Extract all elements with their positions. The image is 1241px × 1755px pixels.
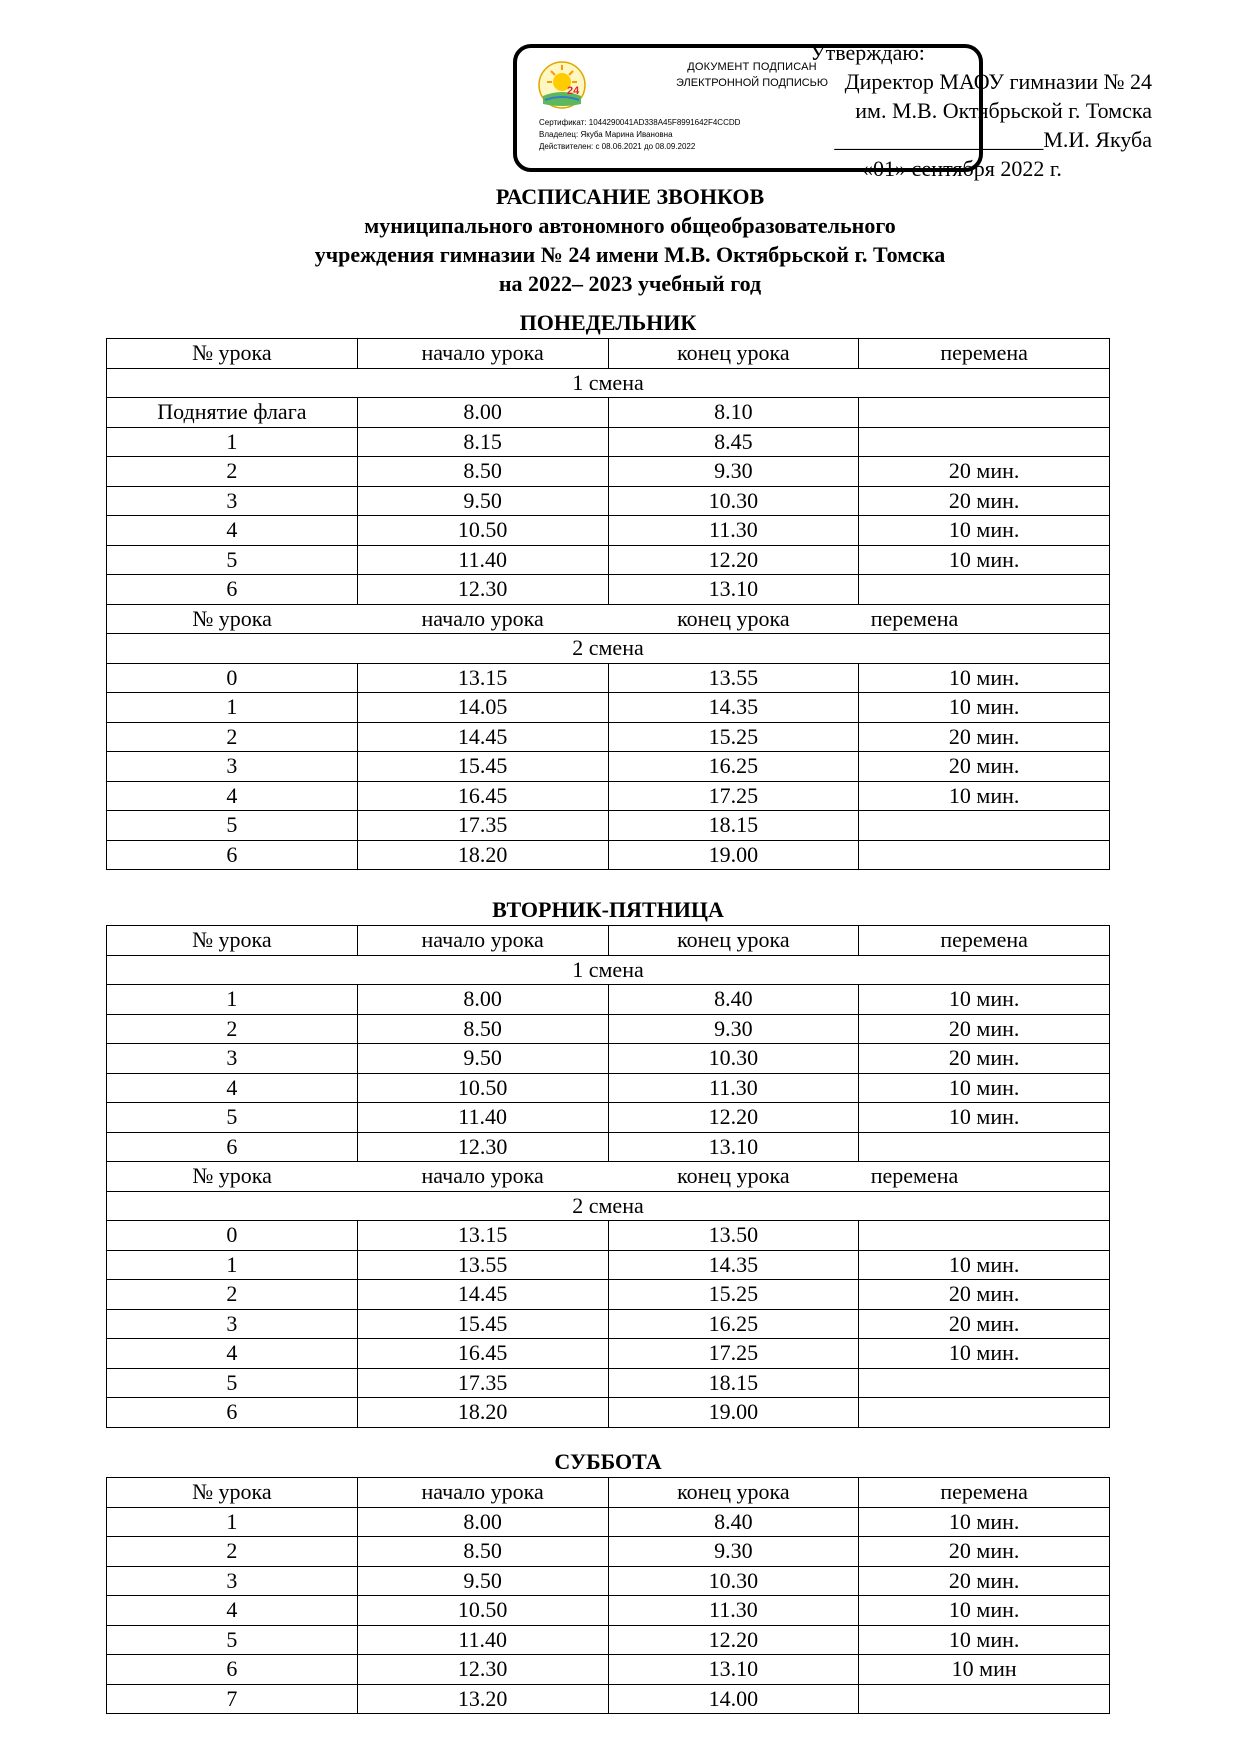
table-cell: 20 мин. bbox=[859, 1309, 1110, 1339]
table-cell: 16.45 bbox=[357, 1339, 608, 1369]
table-row bbox=[107, 575, 1110, 605]
table-cell: перемена bbox=[859, 339, 1110, 369]
table-cell: 3 bbox=[107, 1044, 358, 1074]
table-cell: 20 мин. bbox=[859, 1566, 1110, 1596]
table-cell: 20 мин. bbox=[859, 1537, 1110, 1567]
table-cell: 10 мин. bbox=[859, 985, 1110, 1015]
stamp-validity: Действителен: с 08.06.2021 до 08.09.2022 bbox=[539, 142, 696, 151]
table-cell: 10.30 bbox=[608, 486, 859, 516]
table-cell: 11.40 bbox=[357, 1625, 608, 1655]
table-cell: перемена bbox=[859, 926, 1110, 956]
table-cell: 10 мин. bbox=[859, 1339, 1110, 1369]
table-row bbox=[107, 1309, 1110, 1339]
logo-number: 24 bbox=[567, 85, 580, 97]
table-cell: 9.30 bbox=[608, 1014, 859, 1044]
table-cell: № урока bbox=[107, 1162, 358, 1192]
table-header-row bbox=[107, 339, 1110, 369]
table-cell: 19.00 bbox=[608, 1398, 859, 1428]
table-cell bbox=[859, 1398, 1110, 1428]
schedule-table-tue-fri bbox=[106, 925, 1110, 1428]
table-row bbox=[107, 1339, 1110, 1369]
heading-line: на 2022– 2023 учебный год bbox=[498, 271, 762, 296]
shift-label-row bbox=[107, 368, 1110, 398]
table-row bbox=[107, 693, 1110, 723]
table-cell: № урока bbox=[107, 1478, 358, 1508]
table-cell bbox=[859, 1368, 1110, 1398]
table-cell: 13.15 bbox=[357, 663, 608, 693]
table-cell: 4 bbox=[107, 1596, 358, 1626]
table-cell: 0 bbox=[107, 663, 358, 693]
table-cell: 13.50 bbox=[608, 1221, 859, 1251]
table-cell: перемена bbox=[859, 1162, 1110, 1192]
table-row bbox=[107, 1132, 1110, 1162]
table-row bbox=[107, 752, 1110, 782]
table-cell: 10 мин. bbox=[859, 1596, 1110, 1626]
table-cell: 14.05 bbox=[357, 693, 608, 723]
table-row bbox=[107, 1368, 1110, 1398]
heading-line: учреждения гимназии № 24 имени М.В. Октябрьской г. Томска bbox=[314, 242, 946, 267]
table-cell: 18.15 bbox=[608, 1368, 859, 1398]
table-cell: 10 мин. bbox=[859, 781, 1110, 811]
table-cell: 8.00 bbox=[357, 1507, 608, 1537]
table-cell: 5 bbox=[107, 1625, 358, 1655]
table-cell: 14.45 bbox=[357, 1280, 608, 1310]
table-row bbox=[107, 1655, 1110, 1685]
table-cell: 13.10 bbox=[608, 1655, 859, 1685]
table-cell: 15.25 bbox=[608, 1280, 859, 1310]
table-cell: 10 мин. bbox=[859, 1250, 1110, 1280]
table-row bbox=[107, 1103, 1110, 1133]
table-cell: 2 bbox=[107, 1537, 358, 1567]
table-cell: 1 bbox=[107, 1250, 358, 1280]
table-cell: 6 bbox=[107, 575, 358, 605]
table-cell: 17.35 bbox=[357, 811, 608, 841]
table-header-row bbox=[107, 926, 1110, 956]
table-cell: 4 bbox=[107, 1073, 358, 1103]
table-cell: 5 bbox=[107, 1368, 358, 1398]
document-heading bbox=[130, 182, 1130, 298]
approval-date: «01» сентября 2022 г. bbox=[862, 156, 1062, 181]
table-cell: 5 bbox=[107, 1103, 358, 1133]
table-cell: 14.45 bbox=[357, 722, 608, 752]
table-cell: 12.30 bbox=[357, 575, 608, 605]
table-cell bbox=[859, 427, 1110, 457]
table-header-row bbox=[107, 1162, 1110, 1192]
table-cell: 14.35 bbox=[608, 1250, 859, 1280]
table-cell: 14.00 bbox=[608, 1684, 859, 1714]
table-row bbox=[107, 1014, 1110, 1044]
stamp-title: ДОКУМЕНТ ПОДПИСАН bbox=[687, 61, 817, 73]
table-row bbox=[107, 486, 1110, 516]
table-cell: 2 bbox=[107, 457, 358, 487]
table-row bbox=[107, 663, 1110, 693]
table-cell: 15.45 bbox=[357, 1309, 608, 1339]
table-cell: конец урока bbox=[608, 1162, 859, 1192]
table-cell bbox=[859, 575, 1110, 605]
table-row bbox=[107, 1398, 1110, 1428]
table-cell: 12.20 bbox=[608, 1103, 859, 1133]
table-cell: 10 мин bbox=[859, 1655, 1110, 1685]
table-row bbox=[107, 516, 1110, 546]
section-title-saturday: СУББОТА bbox=[554, 1449, 662, 1474]
table-cell: 1 смена bbox=[107, 368, 1110, 398]
table-cell: 16.25 bbox=[608, 1309, 859, 1339]
table-cell: 8.50 bbox=[357, 1014, 608, 1044]
table-cell: 11.40 bbox=[357, 545, 608, 575]
table-cell: 3 bbox=[107, 1309, 358, 1339]
shift-label-row bbox=[107, 955, 1110, 985]
table-cell: 10 мин. bbox=[859, 1103, 1110, 1133]
table-cell: 4 bbox=[107, 1339, 358, 1369]
table-cell: 10 мин. bbox=[859, 1507, 1110, 1537]
table-cell: 5 bbox=[107, 811, 358, 841]
table-cell: 10 мин. bbox=[859, 516, 1110, 546]
shift-label-row bbox=[107, 634, 1110, 664]
table-cell: 1 bbox=[107, 693, 358, 723]
table-cell: 18.20 bbox=[357, 840, 608, 870]
table-row bbox=[107, 1507, 1110, 1537]
approval-line: Директор МАОУ гимназии № 24 bbox=[844, 69, 1152, 94]
table-cell: 8.00 bbox=[357, 398, 608, 428]
table-cell: 12.30 bbox=[357, 1655, 608, 1685]
table-row bbox=[107, 781, 1110, 811]
table-cell: 10 мин. bbox=[859, 1625, 1110, 1655]
table-cell: 11.30 bbox=[608, 1596, 859, 1626]
table-cell: 6 bbox=[107, 1398, 358, 1428]
table-cell: 15.45 bbox=[357, 752, 608, 782]
table-row bbox=[107, 1684, 1110, 1714]
table-cell: 11.30 bbox=[608, 1073, 859, 1103]
table-cell: конец урока bbox=[608, 339, 859, 369]
schedule-table-saturday bbox=[106, 1477, 1110, 1714]
table-cell: 10 мин. bbox=[859, 693, 1110, 723]
table-cell: 10.30 bbox=[608, 1044, 859, 1074]
table-cell: 6 bbox=[107, 840, 358, 870]
table-cell: 9.50 bbox=[357, 486, 608, 516]
table-cell: Поднятие флага bbox=[107, 398, 358, 428]
table-row bbox=[107, 427, 1110, 457]
table-header-row bbox=[107, 604, 1110, 634]
table-cell: перемена bbox=[859, 604, 1110, 634]
table-cell: 13.55 bbox=[608, 663, 859, 693]
table-cell: 10 мин. bbox=[859, 545, 1110, 575]
table-cell: 13.10 bbox=[608, 575, 859, 605]
e-signature-stamp bbox=[513, 44, 983, 172]
table-row bbox=[107, 1537, 1110, 1567]
table-cell: 8.45 bbox=[608, 427, 859, 457]
table-cell: конец урока bbox=[608, 604, 859, 634]
table-cell: 0 bbox=[107, 1221, 358, 1251]
table-cell: 7 bbox=[107, 1684, 358, 1714]
table-cell: 8.40 bbox=[608, 1507, 859, 1537]
table-row bbox=[107, 1625, 1110, 1655]
table-row bbox=[107, 840, 1110, 870]
table-cell: 18.15 bbox=[608, 811, 859, 841]
table-cell: 11.40 bbox=[357, 1103, 608, 1133]
table-cell: 10.50 bbox=[357, 1596, 608, 1626]
table-cell: 13.15 bbox=[357, 1221, 608, 1251]
table-cell: 12.20 bbox=[608, 545, 859, 575]
table-cell: 13.20 bbox=[357, 1684, 608, 1714]
table-cell bbox=[859, 840, 1110, 870]
table-cell: начало урока bbox=[357, 339, 608, 369]
table-cell: 13.10 bbox=[608, 1132, 859, 1162]
table-cell: начало урока bbox=[357, 926, 608, 956]
table-cell: 2 смена bbox=[107, 1191, 1110, 1221]
table-cell: 1 bbox=[107, 985, 358, 1015]
table-row bbox=[107, 1221, 1110, 1251]
table-cell: 15.25 bbox=[608, 722, 859, 752]
table-cell: 17.25 bbox=[608, 1339, 859, 1369]
table-cell: 3 bbox=[107, 486, 358, 516]
table-cell: 20 мин. bbox=[859, 486, 1110, 516]
table-cell: 8.15 bbox=[357, 427, 608, 457]
heading-line: муниципального автономного общеобразовательного bbox=[364, 213, 896, 238]
table-cell: начало урока bbox=[357, 1478, 608, 1508]
table-cell: 4 bbox=[107, 516, 358, 546]
shift-label-row bbox=[107, 1191, 1110, 1221]
table-row bbox=[107, 1044, 1110, 1074]
table-cell: 20 мин. bbox=[859, 1014, 1110, 1044]
table-cell: 9.30 bbox=[608, 1537, 859, 1567]
table-row bbox=[107, 1280, 1110, 1310]
table-cell: 1 смена bbox=[107, 955, 1110, 985]
table-cell: 13.55 bbox=[357, 1250, 608, 1280]
table-cell bbox=[859, 1221, 1110, 1251]
table-row bbox=[107, 722, 1110, 752]
table-cell: 10.30 bbox=[608, 1566, 859, 1596]
table-cell: № урока bbox=[107, 339, 358, 369]
table-cell: 8.00 bbox=[357, 985, 608, 1015]
table-cell: 20 мин. bbox=[859, 457, 1110, 487]
table-cell: 3 bbox=[107, 1566, 358, 1596]
table-header-row bbox=[107, 1478, 1110, 1508]
table-cell: 20 мин. bbox=[859, 752, 1110, 782]
table-row bbox=[107, 811, 1110, 841]
table-cell bbox=[859, 398, 1110, 428]
section-title-tue-fri: ВТОРНИК-ПЯТНИЦА bbox=[492, 897, 724, 922]
table-cell: 6 bbox=[107, 1655, 358, 1685]
table-row bbox=[107, 398, 1110, 428]
table-cell: 14.35 bbox=[608, 693, 859, 723]
approval-signature-line: ___________________М.И. Якуба bbox=[834, 127, 1152, 152]
table-cell: 9.50 bbox=[357, 1044, 608, 1074]
table-cell: 2 bbox=[107, 1014, 358, 1044]
table-cell: 17.25 bbox=[608, 781, 859, 811]
table-cell: 11.30 bbox=[608, 516, 859, 546]
table-cell: 20 мин. bbox=[859, 1280, 1110, 1310]
table-cell: 2 смена bbox=[107, 634, 1110, 664]
table-row bbox=[107, 1596, 1110, 1626]
table-cell: 3 bbox=[107, 752, 358, 782]
table-cell bbox=[859, 1132, 1110, 1162]
table-row bbox=[107, 985, 1110, 1015]
table-cell: 10.50 bbox=[357, 1073, 608, 1103]
table-cell: 19.00 bbox=[608, 840, 859, 870]
table-row bbox=[107, 457, 1110, 487]
table-cell: 8.40 bbox=[608, 985, 859, 1015]
table-cell: 4 bbox=[107, 781, 358, 811]
heading-title: РАСПИСАНИЕ ЗВОНКОВ bbox=[495, 184, 765, 209]
school-sun-logo-icon bbox=[537, 60, 587, 110]
table-cell: 20 мин. bbox=[859, 722, 1110, 752]
table-cell: № урока bbox=[107, 604, 358, 634]
table-cell: 9.30 bbox=[608, 457, 859, 487]
table-row bbox=[107, 1250, 1110, 1280]
stamp-meta bbox=[539, 117, 740, 153]
section-title-monday: ПОНЕДЕЛЬНИК bbox=[519, 310, 697, 335]
approval-line: Утверждаю: bbox=[810, 40, 925, 65]
table-cell bbox=[859, 811, 1110, 841]
table-row bbox=[107, 1566, 1110, 1596]
table-cell: 8.50 bbox=[357, 1537, 608, 1567]
table-cell: 8.50 bbox=[357, 457, 608, 487]
table-row bbox=[107, 545, 1110, 575]
table-cell: 2 bbox=[107, 722, 358, 752]
table-cell: 12.20 bbox=[608, 1625, 859, 1655]
table-cell: 16.25 bbox=[608, 752, 859, 782]
table-cell: 10 мин. bbox=[859, 1073, 1110, 1103]
table-cell: 12.30 bbox=[357, 1132, 608, 1162]
table-cell: начало урока bbox=[357, 1162, 608, 1192]
table-cell: 8.10 bbox=[608, 398, 859, 428]
table-cell: 1 bbox=[107, 427, 358, 457]
stamp-certificate: Сертификат: 1044290041AD338A45F8991642F4CCDD bbox=[539, 118, 741, 127]
table-cell: перемена bbox=[859, 1478, 1110, 1508]
table-cell: 16.45 bbox=[357, 781, 608, 811]
schedule-table-monday bbox=[106, 338, 1110, 870]
table-cell: 6 bbox=[107, 1132, 358, 1162]
stamp-owner: Владелец: Якуба Марина Ивановна bbox=[539, 130, 673, 139]
table-cell: 20 мин. bbox=[859, 1044, 1110, 1074]
table-cell: 9.50 bbox=[357, 1566, 608, 1596]
table-cell: конец урока bbox=[608, 926, 859, 956]
table-cell: 1 bbox=[107, 1507, 358, 1537]
table-cell: 18.20 bbox=[357, 1398, 608, 1428]
table-cell: 17.35 bbox=[357, 1368, 608, 1398]
table-cell: 10 мин. bbox=[859, 663, 1110, 693]
table-cell: № урока bbox=[107, 926, 358, 956]
table-row bbox=[107, 1073, 1110, 1103]
approval-line: им. М.В. Октябрьской г. Томска bbox=[855, 98, 1152, 123]
table-cell: конец урока bbox=[608, 1478, 859, 1508]
table-cell: начало урока bbox=[357, 604, 608, 634]
table-cell: 2 bbox=[107, 1280, 358, 1310]
table-cell: 10.50 bbox=[357, 516, 608, 546]
stamp-subtitle: ЭЛЕКТРОННОЙ ПОДПИСЬЮ bbox=[675, 77, 829, 89]
table-cell bbox=[859, 1684, 1110, 1714]
table-cell: 5 bbox=[107, 545, 358, 575]
